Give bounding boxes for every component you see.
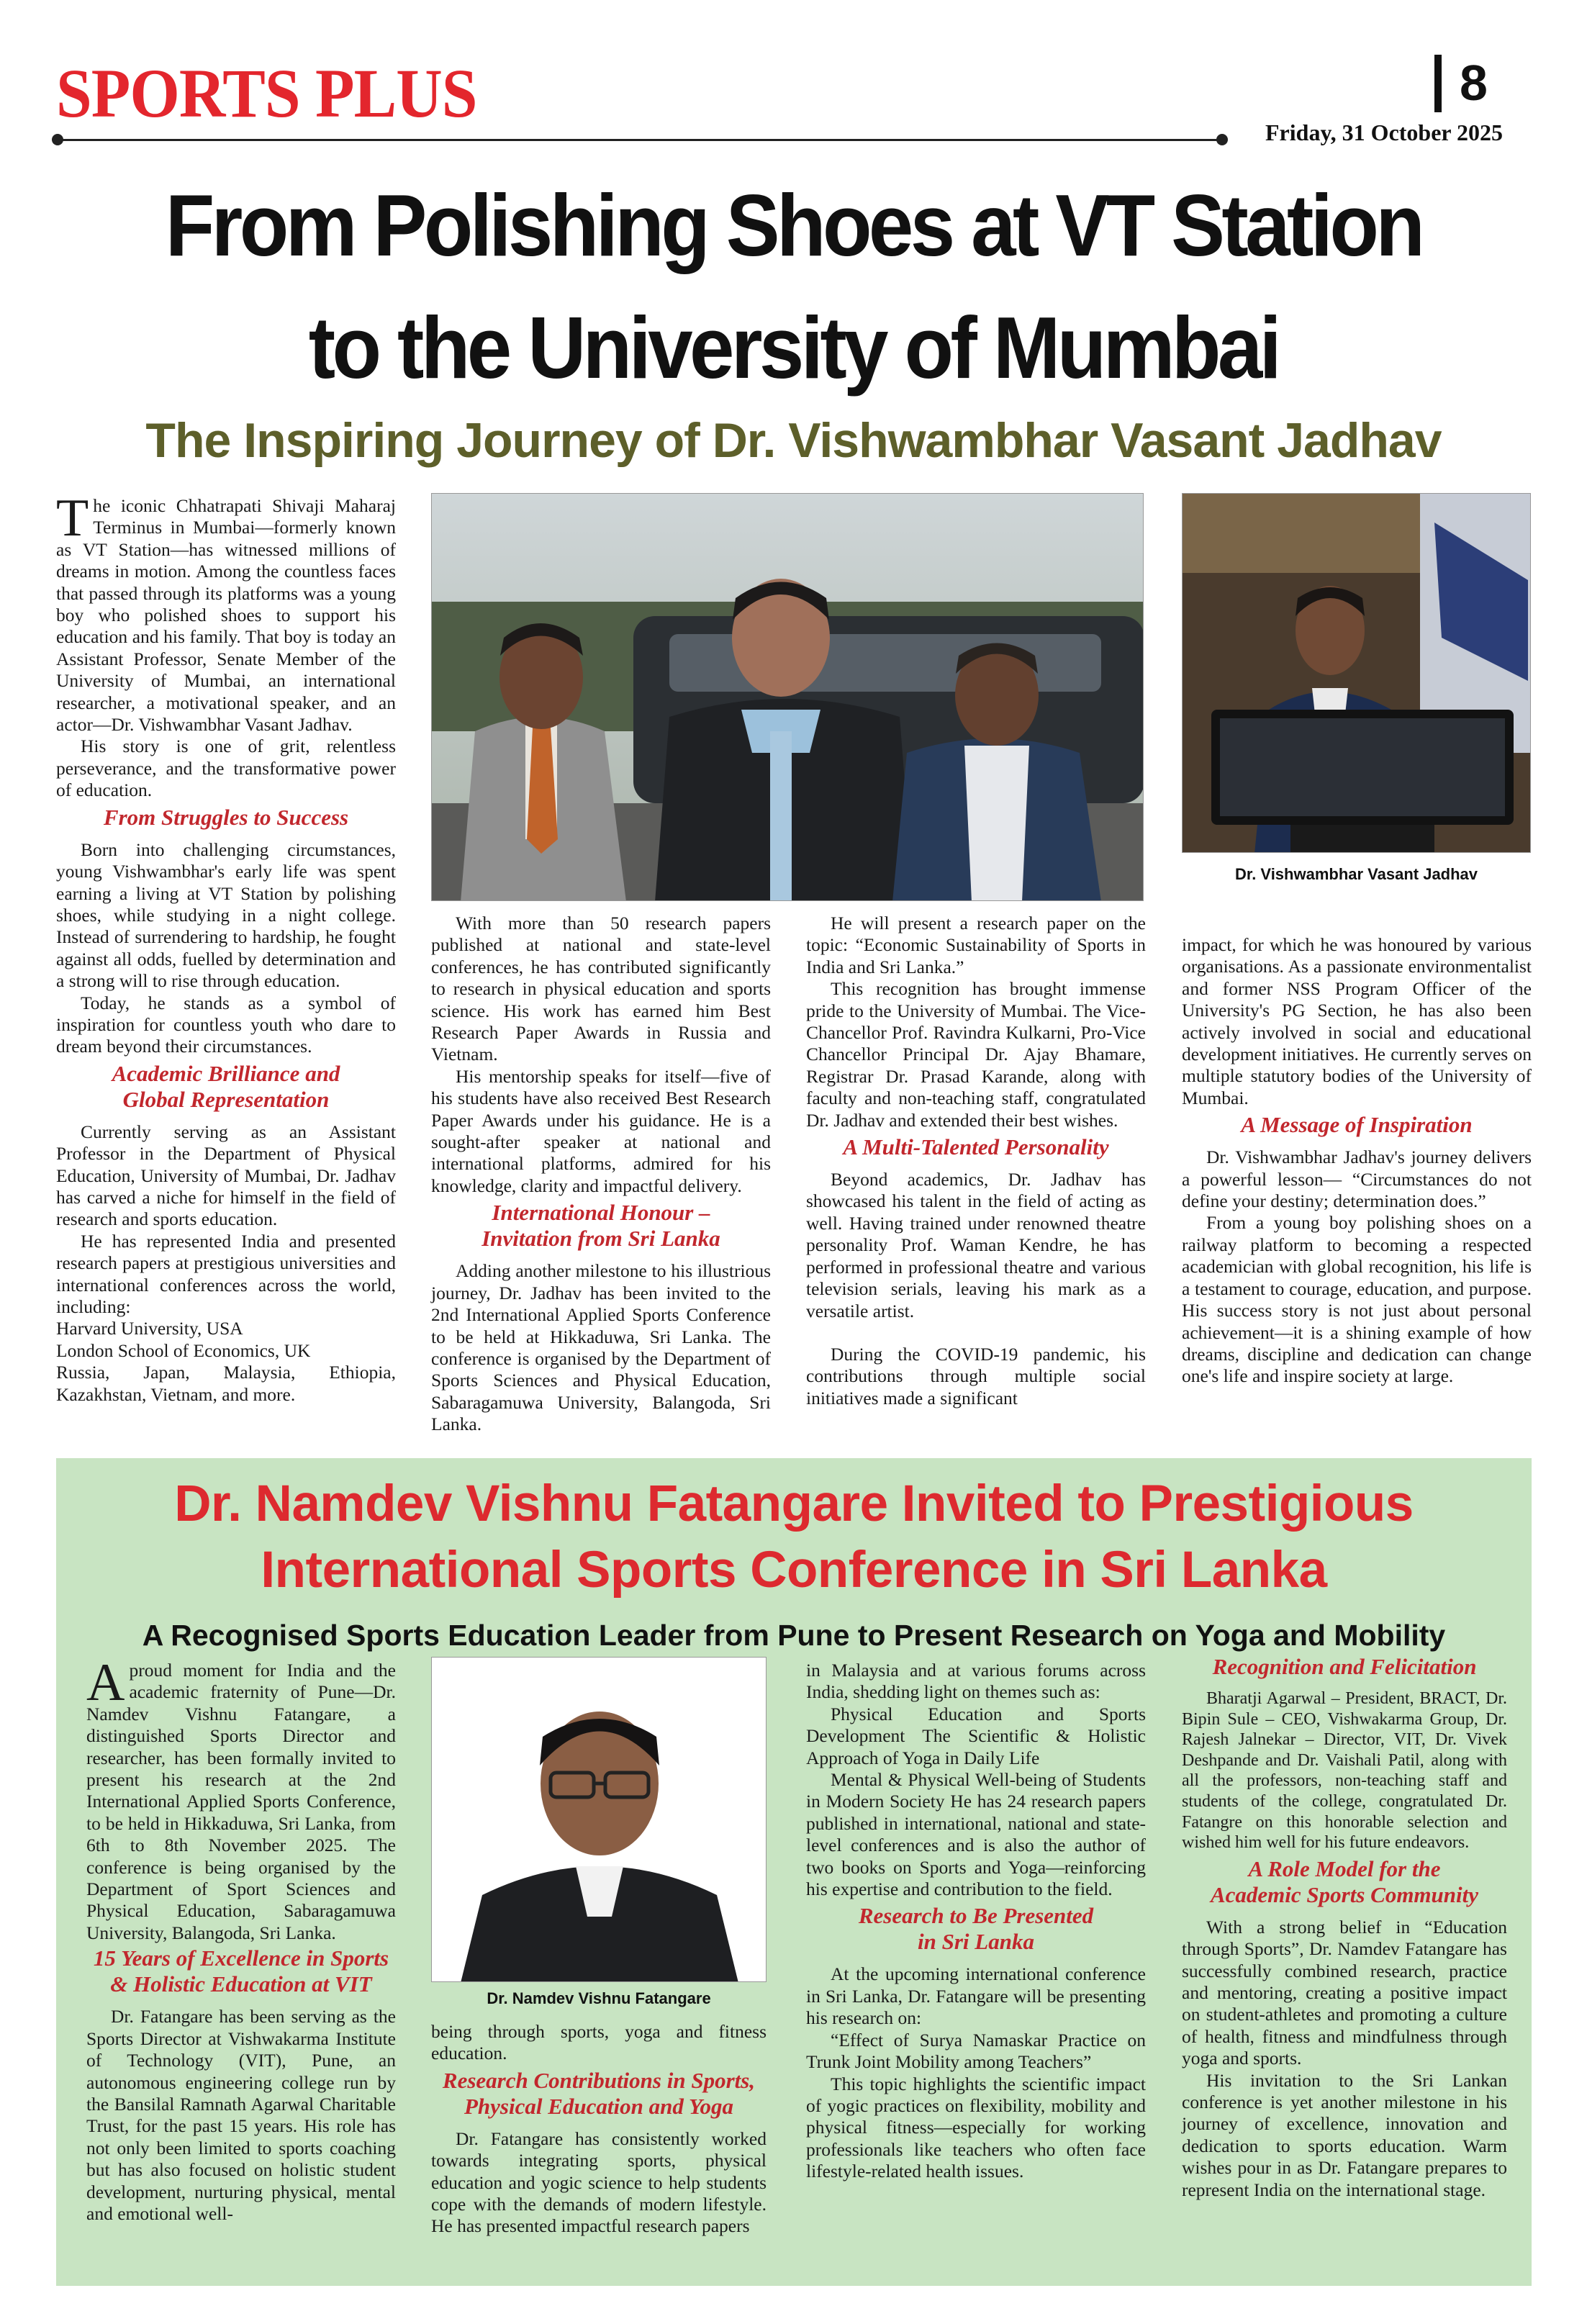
article2-column-1 <box>86 1653 396 2225</box>
list-item: London School of Economics, UK <box>56 1339 311 1361</box>
paragraph: He will present a research paper on the topic: “Economic Sustainability of Sports in India and Sri Lanka.” <box>806 913 1146 977</box>
drop-cap: A <box>86 1653 125 1712</box>
section-heading: 15 Years of Excellence in Sports & Holistic Education at VIT <box>93 1945 389 1997</box>
paragraph: During the COVID-19 pandemic, his contributions through multiple social initiatives made a significant <box>806 1343 1146 1409</box>
paragraph: Born into challenging circumstances, young Vishwambhar's early life was spent earning a living at VT Station by polishing shoes, while studying in a night college. Instead of surrendering to hardship, he fought against all odds, fuelled by determination and a strong will to rise through education. <box>56 838 396 992</box>
issue-date: Friday, 31 October 2025 <box>1265 119 1504 145</box>
paragraph: Aproud moment for India and the academic fraternity of Pune—Dr. Namdev Vishnu Fatangare, a distinguished Sports Director and researcher, has been formally invited to present his research at the 2nd International Applied Sports Conference, to be held in Hikkaduwa, Sri Lanka, from 6th to 8th November 2025. The conference is being organised by the Department of Sport Sciences and Physical Education, Sabaragamuwa University, Balangoda, Sri Lanka. <box>86 1653 396 1943</box>
paragraph: in Malaysia and at various forums across India, shedding light on themes such as: <box>806 1660 1146 1703</box>
headline-line: to the University of Mumbai <box>308 299 1279 397</box>
article-subheadline: The Inspiring Journey of Dr. Vishwambhar Vasant Jadhav <box>145 413 1442 468</box>
headline-line: From Polishing Shoes at VT Station <box>165 176 1422 274</box>
article1-column-1 <box>56 489 396 1406</box>
paragraph: Dr. Vishwambhar Jadhav's journey delivers a powerful lesson— “Circumstances do not define your destiny; determination does.” <box>1182 1147 1532 1212</box>
paragraph: His story is one of grit, relentless perseverance, and the transformative power of education. <box>56 736 396 801</box>
page-number: 8 <box>1460 55 1488 111</box>
portrait-photo-2 <box>431 1657 767 1982</box>
article1-column-2 <box>431 913 771 1436</box>
article2-column-4 <box>1182 1654 1507 2201</box>
section-masthead: SPORTS PLUS <box>56 55 477 132</box>
photo-caption-2: Dr. Namdev Vishnu Fatangare <box>487 1989 711 2007</box>
group-photo <box>431 493 1144 901</box>
paragraph: Currently serving as an Assistant Professor in the Department of Physical Education, University of Mumbai, Dr. Jadhav has carved a niche for himself in the field of research and sports education. <box>56 1121 396 1230</box>
paragraph: Physical Education and Sports Development The Scientific & Holistic Approach of Yoga in Daily Life <box>806 1703 1146 1768</box>
list-item: Russia, Japan, Malaysia, Ethiopia, Kazakhstan, Vietnam, and more. <box>56 1362 396 1405</box>
paragraph: This recognition has brought immense pride to the University of Mumbai. The Vice-Chancellor Prof. Ravindra Kulkarni, Pro-Vice Chancellor Principal Dr. Ajay Bhamare, Registrar Dr. Prasad Karande, along with faculty and non-teaching staff, congratulated Dr. Jadhav and extended their best wishes. <box>806 978 1146 1131</box>
page-number-bar <box>1434 55 1442 112</box>
section-heading: Recognition and Felicitation <box>1212 1654 1477 1679</box>
paragraph: Adding another milestone to his illustrious journey, Dr. Jadhav has been invited to the 2nd International Applied Sports Conference to be held at Hikkaduwa, Sri Lanka. The conference is organised by the Department of Sports Sciences and Physical Education, Sabaragamuwa University, Balangoda, Sri Lanka. <box>431 1260 771 1435</box>
paragraph: With a strong belief in “Education through Sports”, Dr. Namdev Fatangare has successfully combined research, practice and mentoring, creating a positive impact on student-athletes and promoting a culture of health, fitness and mindfulness through yoga and sports. <box>1182 1916 1507 2069</box>
paragraph: At the upcoming international conference in Sri Lanka, Dr. Fatangare will be presenting his research on: <box>806 1963 1146 2029</box>
portrait-photo-2-image <box>432 1658 767 1982</box>
section-heading: International Honour – Invitation from Sri Lanka <box>481 1200 720 1252</box>
section-heading: A Role Model for the Academic Sports Community <box>1210 1855 1479 1907</box>
section-heading: A Multi-Talented Personality <box>843 1134 1109 1160</box>
drop-cap: T <box>56 489 89 548</box>
headline-line: International Sports Conference in Sri Lanka <box>261 1542 1327 1599</box>
section-heading: Academic Brilliance and Global Representation <box>112 1060 340 1112</box>
paragraph: The iconic Chhatrapati Shivaji Maharaj Terminus in Mumbai—formerly known as VT Station—has witnessed millions of dreams in motion. Among the countless faces that passed through its platforms was a young boy who polished shoes to support his education and his family. That boy is today an Assistant Professor, Senate Member of the University of Mumbai, an international researcher, a motivational speaker, and an actor—Dr. Vishwambhar Vasant Jadhav. <box>56 489 396 736</box>
paragraph: Mental & Physical Well-being of Students in Modern Society He has 24 research papers published in international, national and state-level conferences and is also the author of two books on Sports and Yoga—reinforcing his expertise and contribution to the field. <box>806 1769 1146 1900</box>
group-photo-image <box>432 494 1144 901</box>
article1-column-4 <box>1182 934 1532 1388</box>
portrait-photo <box>1182 493 1531 853</box>
paragraph: Dr. Fatangare has consistently worked towards integrating sports, physical education and yogic science to help students cope with the demands of modern lifestyle. He has presented impactful research papers <box>431 2128 767 2237</box>
article2-headline <box>56 1471 1532 1604</box>
paragraph: From a young boy polishing shoes on a railway platform to becoming a respected academician with global recognition, his life is a testament to courage, education, and purpose. His success story is not just about personal achievement—it is a shining example of how dreams, discipline and dedication can change one's life and inspire society at large. <box>1182 1212 1532 1387</box>
article1-column-3 <box>806 913 1146 1409</box>
photo-caption: Dr. Vishwambhar Vasant Jadhav <box>1234 865 1478 883</box>
section-heading: A Message of Inspiration <box>1241 1112 1473 1138</box>
paragraph: “Effect of Surya Namaskar Practice on Trunk Joint Mobility among Teachers” <box>806 2029 1146 2073</box>
masthead-rule <box>56 139 1222 141</box>
paragraph: Today, he stands as a symbol of inspiration for countless youth who dare to dream beyond their circumstances. <box>56 992 396 1057</box>
portrait-photo-image <box>1183 494 1531 853</box>
paragraph: His invitation to the Sri Lankan conference is yet another milestone in his journey of excellence, innovation and dedication to sports education. Warm wishes pour in as Dr. Fatangare prepares to represent India on the international stage. <box>1182 2069 1507 2200</box>
paragraph: His mentorship speaks for itself—five of his students have also received Best Research Paper Awards under his guidance. He is a sought-after speaker at national and international platforms, admired for his knowledge, clarity and impactful delivery. <box>431 1065 771 1196</box>
section-heading: From Struggles to Success <box>103 804 349 830</box>
paragraph: This topic highlights the scientific impact of yogic practices on flexibility, mobility and physical fitness—especially for working professionals like teachers who often face lifestyle-related health issues. <box>806 2073 1146 2182</box>
rule-end-dot <box>52 134 63 145</box>
section-heading: Research Contributions in Sports, Physical Education and Yoga <box>442 2067 756 2119</box>
article2-column-2 <box>431 2021 767 2238</box>
article-headline <box>63 164 1524 409</box>
section-heading: Research to Be Presented in Sri Lanka <box>858 1903 1094 1955</box>
article2-subheadline: A Recognised Sports Education Leader from Pune to Present Research on Yoga and Mobility <box>142 1619 1446 1652</box>
paragraph: He has represented India and presented research papers at prestigious universities and international conferences across the world, including: <box>56 1230 396 1317</box>
article2-column-3 <box>806 1660 1146 2183</box>
rule-end-dot <box>1216 134 1228 145</box>
headline-line: Dr. Namdev Vishnu Fatangare Invited to Prestigious <box>174 1475 1414 1532</box>
paragraph: Dr. Fatangare has been serving as the Sports Director at Vishwakarma Institute of Technology (VIT), Pune, an autonomous engineering college run by the Bansilal Ramnath Agarwal Charitable Trust, for the past 15 years. His role has not only been limited to sports coaching but has also focused on holistic student development, nurturing physical, mental and emotional well- <box>86 2006 396 2224</box>
paragraph: With more than 50 research papers published at national and state-level conferences, he has contributed significantly to research in physical education and sports science. His work has earned him Best Research Paper Awards in Russia and Vietnam. <box>431 913 771 1065</box>
list-item: Harvard University, USA <box>56 1318 243 1339</box>
paragraph: being through sports, yoga and fitness education. <box>431 2021 767 2064</box>
paragraph: Bharatji Agarwal – President, BRACT, Dr. Bipin Sule – CEO, Vishwakarma Group, Dr. Rajesh Jalnekar – Director, VIT, Dr. Vivek Deshpande and Dr. Vaishali Patil, along with all the professors, non-teaching staff and students of the college, congratulated Dr. Fatangre on this honorable selection and wished him well for his future endeavors. <box>1182 1689 1507 1853</box>
paragraph: impact, for which he was honoured by various organisations. As a passionate environmentalist and former NSS Program Officer of the University's PG Section, he has also been actively involved in social and educational development initiatives. He currently serves on multiple statutory bodies of the University of Mumbai. <box>1182 934 1532 1108</box>
paragraph: Beyond academics, Dr. Jadhav has showcased his talent in the field of acting as well. Having trained under renowned theatre personality Prof. Waman Kendre, he has performed in professional theatre and various television serials, leaving his mark as a versatile artist. <box>806 1169 1146 1321</box>
